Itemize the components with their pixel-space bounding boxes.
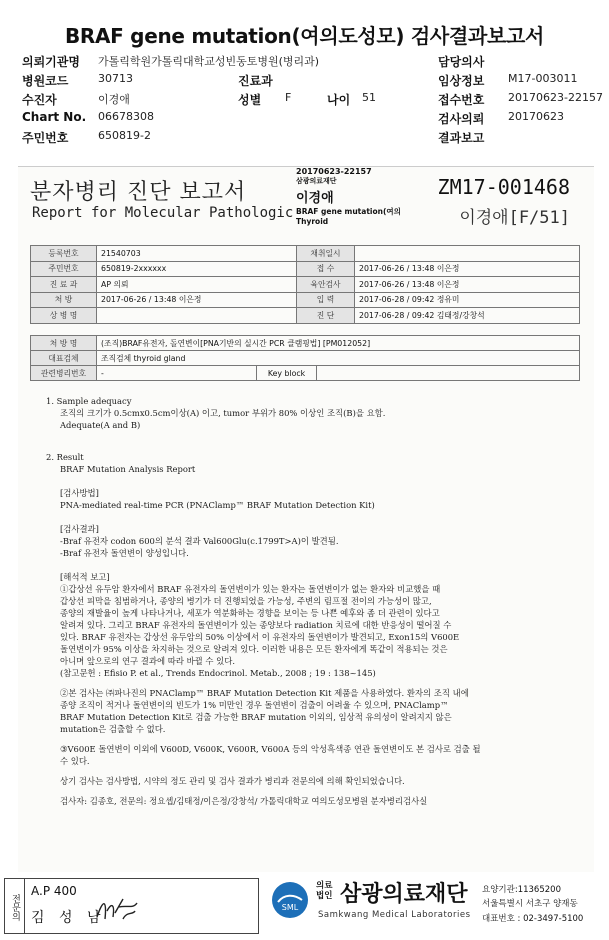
info-label: 성별 <box>238 93 262 107</box>
logo-text: SML <box>281 903 299 912</box>
sml-logo-icon <box>270 880 310 920</box>
info-value: 06678308 <box>98 110 154 123</box>
sticker-test: BRAF gene mutation(여의 <box>296 207 401 216</box>
info-row <box>22 110 592 129</box>
info-value: 20170623 <box>508 110 564 123</box>
scan-title-english: Report for Molecular Pathologic <box>32 205 294 221</box>
info-value: 650819-2 <box>98 129 151 142</box>
body-line: 갑상선 피막을 침범하거나, 종양의 병기가 더 진행되었을 가능성, 주변의 림프절 전이의 가능성이 많고, <box>60 596 432 606</box>
body-line: -Braf 유전자 돌연변이 양성입니다. <box>60 548 189 558</box>
body-line: ②본 검사는 ㈜파나진의 PNAClamp™ BRAF Mutation Detection Kit 제품을 사용하였다. 환자의 조직 내에 <box>60 688 469 698</box>
order-table <box>30 335 580 381</box>
body-line: ③V600E 돌연변이 이외에 V600D, V600K, V600R, V600A 등의 악성흑색종 연관 돌연변이도 본 검사로 검출 될 <box>60 744 481 754</box>
body-line: 종양 조직이 적거나 돌연변이의 빈도가 1% 미만인 경우 돌연변이 검출이 어려울 수 있으며, PNAClamp™ <box>60 700 449 710</box>
info-value: 이경애 <box>98 93 130 106</box>
body-line: mutation은 검출할 수 없다. <box>60 724 166 734</box>
body-line: ①갑상선 유두암 환자에서 BRAF 유전자의 돌연변이가 있는 환자는 돌연변이가 없는 환자와 비교했을 때 <box>60 584 441 594</box>
table-cell: 진 료 과 <box>31 277 97 293</box>
table-cell: 21540703 <box>97 246 297 262</box>
doctor-name: 김 성 남 <box>31 910 106 926</box>
table-cell: 접 수 <box>297 261 355 277</box>
info-label: 주민번호 <box>22 131 69 145</box>
sticker-patient-name: 이경애 <box>296 191 334 206</box>
body-line: 알려져 있다. 그리고 BRAF 유전자의 돌연변이가 있는 종양보다 radiation 치료에 대한 반응성이 떨어질 수 <box>60 620 452 630</box>
table-cell: 2017-06-28 / 09:42 김태정/강창석 <box>355 308 580 324</box>
table-cell: 650819-2xxxxxx <box>97 261 297 277</box>
scanned-report <box>18 166 594 872</box>
info-label: 접수번호 <box>438 93 485 107</box>
table-cell: 처 방 <box>31 292 97 308</box>
org-english-name: Samkwang Medical Laboratories <box>318 910 471 920</box>
org-phone: 대표번호 : 02-3497-5100 <box>482 914 584 924</box>
info-row <box>22 53 592 72</box>
table-cell: 대표검체 <box>31 351 97 366</box>
org-prefix <box>316 881 332 901</box>
report-body <box>46 395 576 807</box>
body-line: 조직의 크기가 0.5cmx0.5cm이상(A) 이고, tumor 부위가 80% 이상인 조직(B)을 요함. <box>60 408 386 418</box>
table-cell: 등록번호 <box>31 246 97 262</box>
table-cell: 채취일시 <box>297 246 355 262</box>
body-line: BRAF Mutation Detection Kit로 검출 가능한 BRAF mutation 이외의, 임상적 유의성이 알려지지 않은 <box>60 712 452 722</box>
org-prefix-line: 법인 <box>316 891 333 901</box>
ap-number: A.P 400 <box>31 884 77 898</box>
case-patient: 이경애[F/51] <box>459 208 570 228</box>
org-address: 서울특별시 서초구 양재동 <box>482 899 578 909</box>
table-row <box>31 246 580 262</box>
info-value: F <box>285 91 292 104</box>
table-row <box>31 366 580 381</box>
body-line: BRAF Mutation Analysis Report <box>60 464 196 474</box>
info-label: 의뢰기관명 <box>22 55 80 69</box>
report-title: BRAF gene mutation(여의도성모) 검사결과보고서 <box>64 24 545 48</box>
closing-statement: 상기 검사는 검사방법, 시약의 정도 관리 및 검사 결과가 병리과 전문의에 의해 확인되었습니다. <box>60 776 405 786</box>
table-cell: 주민번호 <box>31 261 97 277</box>
info-label: Chart No. <box>22 110 87 124</box>
info-label: 임상정보 <box>438 74 485 88</box>
table-row <box>31 336 580 351</box>
info-value: 51 <box>362 91 376 104</box>
info-value: 30713 <box>98 72 133 85</box>
table-row <box>31 261 580 277</box>
table-row <box>31 292 580 308</box>
org-name: 삼광의료재단 <box>340 882 468 907</box>
table-cell: - <box>97 366 257 381</box>
subsection-heading: [검사결과] <box>60 524 99 534</box>
case-number: ZM17-001468 <box>437 175 570 199</box>
table-cell: 상 병 명 <box>31 308 97 324</box>
agency-code: 요양기관:11365200 <box>482 885 561 895</box>
info-label: 나이 <box>327 93 351 107</box>
body-line: 돌연변이가 95% 이상을 차지하는 것으로 알려져 있다. 이러한 내용은 모든 환자에게 똑같이 적용되는 것은 <box>60 644 448 654</box>
table-cell <box>355 246 580 262</box>
info-row <box>22 129 592 148</box>
info-value: M17-003011 <box>508 72 578 85</box>
info-row <box>22 72 592 91</box>
table-cell: (조직)BRAF유전자, 돌연변이[PNA기반의 실시간 PCR 클램핑법] [PM012052] <box>97 336 580 351</box>
body-line: -Braf 유전자 codon 600의 분석 결과 Val600Glu(c.1799T>A)이 발견됨. <box>60 536 339 546</box>
info-value: 20170623-22157 <box>508 91 603 104</box>
subsection-heading: [검사방법] <box>60 488 99 498</box>
sticker-organ: Thyroid <box>296 217 329 226</box>
scan-title-korean: 분자병리 진단 보고서 <box>30 180 247 205</box>
body-line: 종양의 재발율이 높게 나타나거나, 세포가 역분화하는 경향을 보이는 등 나쁜 예후와 좀 더 관련이 있다고 <box>60 608 440 618</box>
table-cell: 입 력 <box>297 292 355 308</box>
info-row <box>22 91 603 110</box>
institution-block <box>270 876 609 936</box>
info-value: 가톨릭학원가톨릭대학교성빈동토병원(병리과) <box>98 55 320 68</box>
registration-table <box>30 245 580 324</box>
body-line: Adequate(A and B) <box>60 420 141 430</box>
subsection-heading: [해석적 보고] <box>60 572 110 582</box>
table-cell: AP 의뢰 <box>97 277 297 293</box>
specialist-tag: 전문의 <box>5 879 25 933</box>
sticker-institution: 삼광의료재단 <box>296 177 337 185</box>
table-cell: 2017-06-26 / 13:48 이은정 <box>355 261 580 277</box>
table-cell <box>317 366 580 381</box>
table-cell <box>97 308 297 324</box>
body-line: 수 있다. <box>60 756 90 766</box>
table-cell: 2017-06-26 / 13:48 이은정 <box>355 277 580 293</box>
section-heading: 2. Result <box>46 452 84 462</box>
patient-info <box>22 53 603 148</box>
table-cell: 육안검사 <box>297 277 355 293</box>
org-prefix-line: 의료 <box>316 881 333 891</box>
table-row <box>31 308 580 324</box>
table-cell: 관련병리번호 <box>31 366 97 381</box>
table-cell: 2017-06-26 / 13:48 이은정 <box>97 292 297 308</box>
body-line: (참고문헌 : Efisio P. et al., Trends Endocrinol. Metab., 2008 ; 19 : 138~145) <box>60 668 376 678</box>
signers-line: 검사자: 김종호, 전문의: 정요셉/김태정/이은정/강창석/ 가톨릭대학교 여의도성모병원 분자병리검사실 <box>60 796 428 806</box>
signature-icon <box>93 893 141 925</box>
table-row <box>31 277 580 293</box>
info-label: 담당의사 <box>438 55 485 69</box>
info-label: 병원코드 <box>22 74 69 88</box>
info-label: 진료과 <box>238 74 273 88</box>
table-row <box>31 351 580 366</box>
body-line: 아니며 앞으로의 연구 결과에 따라 바뀔 수 있다. <box>60 656 236 666</box>
sticker-code: 20170623-22157 <box>296 167 372 176</box>
info-label: 검사의뢰 <box>438 112 485 126</box>
body-line: PNA-mediated real-time PCR (PNAClamp™ BRAF Mutation Detection Kit) <box>60 500 375 510</box>
table-cell: 진 단 <box>297 308 355 324</box>
table-cell: 2017-06-28 / 09:42 정유미 <box>355 292 580 308</box>
info-label: 결과보고 <box>438 131 485 145</box>
table-cell: 처 방 명 <box>31 336 97 351</box>
table-cell: 조직검체 thyroid gland <box>97 351 580 366</box>
body-line: 있다. BRAF 유전자는 갑상선 유두암의 50% 이상에서 이 유전자의 돌연변이가 발견되고, Exon15의 V600E <box>60 632 460 642</box>
info-label: 수진자 <box>22 93 57 107</box>
table-cell: Key block <box>257 366 317 381</box>
specialist-stamp <box>4 878 259 934</box>
section-heading: 1. Sample adequacy <box>46 396 132 406</box>
